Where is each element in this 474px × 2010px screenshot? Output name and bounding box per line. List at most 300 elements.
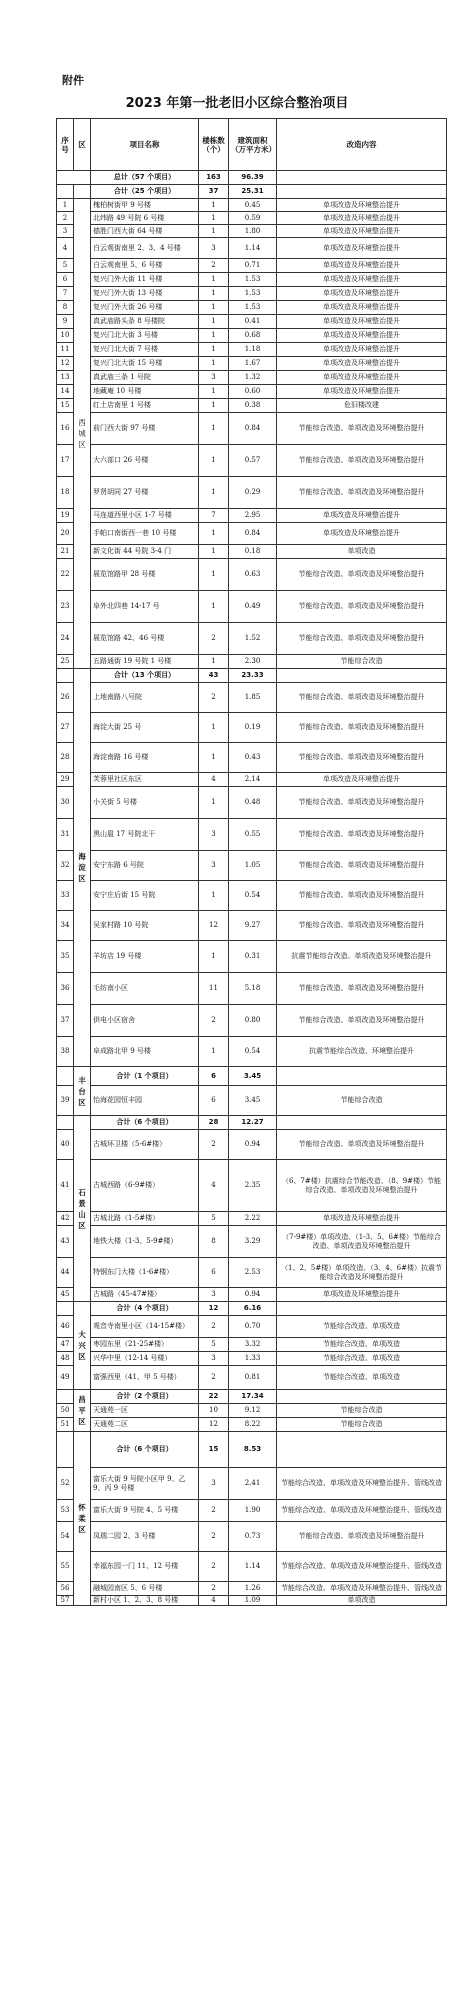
seq-cell: 2	[57, 212, 74, 225]
content-cell: 单项改造及环境整治提升	[277, 287, 447, 301]
project-name-cell: 合计（4 个项目）	[91, 1302, 199, 1316]
content-cell	[277, 1302, 447, 1316]
seq-cell: 9	[57, 315, 74, 329]
table-row	[57, 545, 447, 559]
buildings-cell: 1	[199, 591, 229, 623]
content-cell: 单项改造	[277, 545, 447, 559]
project-name-cell: 安宁东路 6 号院	[91, 851, 199, 881]
seq-cell: 52	[57, 1468, 74, 1500]
content-cell: 节能综合改造、单项改造及环境整治提升	[277, 623, 447, 655]
content-cell: 单项改造及环境整治提升	[277, 773, 447, 787]
seq-cell: 15	[57, 399, 74, 413]
area-cell: 0.19	[229, 713, 277, 743]
area-cell: 0.84	[229, 413, 277, 445]
area-cell: 0.18	[229, 545, 277, 559]
area-cell: 0.48	[229, 787, 277, 819]
area-cell: 1.26	[229, 1582, 277, 1596]
project-name-cell: 真武庙路头条 8 号楼院	[91, 315, 199, 329]
project-name-cell: 前门西大街 97 号楼	[91, 413, 199, 445]
project-name-cell: 合计（1 个项目）	[91, 1067, 199, 1086]
buildings-cell: 1	[199, 385, 229, 399]
project-name-cell: 融城园南区 5、6 号楼	[91, 1582, 199, 1596]
buildings-cell: 6	[199, 1258, 229, 1288]
header-content: 改造内容	[277, 119, 447, 171]
buildings-cell: 3	[199, 1468, 229, 1500]
buildings-cell: 3	[199, 371, 229, 385]
area-cell: 1.53	[229, 287, 277, 301]
buildings-cell: 2	[199, 683, 229, 713]
area-cell: 1.53	[229, 273, 277, 287]
table-row	[57, 743, 447, 773]
table-row	[57, 851, 447, 881]
content-cell: 节能综合改造、单项改造	[277, 1352, 447, 1366]
buildings-cell: 1	[199, 357, 229, 371]
content-cell: 单项改造及环境整治提升	[277, 238, 447, 259]
area-cell: 23.33	[229, 669, 277, 683]
seq-cell: 16	[57, 413, 74, 445]
area-cell: 2.95	[229, 509, 277, 523]
table-row	[57, 385, 447, 399]
seq-cell: 17	[57, 445, 74, 477]
content-cell: 节能综合改造、单项改造及环境整治提升	[277, 1522, 447, 1552]
seq-cell	[57, 1067, 74, 1086]
area-cell: 0.70	[229, 1316, 277, 1338]
table-row	[57, 1582, 447, 1596]
buildings-cell: 3	[199, 238, 229, 259]
buildings-cell: 6	[199, 1086, 229, 1116]
district-cell: 丰台区	[74, 1067, 91, 1116]
area-cell: 0.80	[229, 1005, 277, 1037]
table-row	[57, 212, 447, 225]
buildings-cell: 1	[199, 1037, 229, 1067]
area-cell: 1.14	[229, 1552, 277, 1582]
content-cell: 单项改造及环境整治提升	[277, 301, 447, 315]
buildings-cell: 1	[199, 523, 229, 545]
seq-cell: 45	[57, 1288, 74, 1302]
seq-cell	[57, 1390, 74, 1404]
content-cell: 节能综合改造、单项改造	[277, 1366, 447, 1390]
project-name-cell: 黑山扈 17 号院北干	[91, 819, 199, 851]
district-cell: 大兴区	[74, 1302, 91, 1390]
table-row	[57, 591, 447, 623]
table-row	[57, 713, 447, 743]
seq-cell: 25	[57, 655, 74, 669]
project-name-cell: 复兴门北大街 7 号楼	[91, 343, 199, 357]
project-name-cell: 合计（2 个项目）	[91, 1390, 199, 1404]
table-row	[57, 683, 447, 713]
area-cell: 5.18	[229, 973, 277, 1005]
project-name-cell: 吴家村路 10 号院	[91, 911, 199, 941]
project-name-cell: 展览馆路甲 28 号楼	[91, 559, 199, 591]
table-row	[57, 1288, 447, 1302]
buildings-cell: 2	[199, 1130, 229, 1160]
seq-cell: 57	[57, 1596, 74, 1606]
content-cell: 节能综合改造、单项改造及环境整治提升、管线改造	[277, 1552, 447, 1582]
subtotal-row	[57, 1116, 447, 1130]
project-name-cell: 五路通街 19 号院 1 号楼	[91, 655, 199, 669]
project-name-cell: 槐柏树街甲 9 号楼	[91, 199, 199, 212]
project-name-cell: 芙蓉里社区东区	[91, 773, 199, 787]
area-cell: 1.85	[229, 683, 277, 713]
content-cell: 节能综合改造、单项改造及环境整治提升	[277, 973, 447, 1005]
table-row	[57, 199, 447, 212]
seq-cell: 4	[57, 238, 74, 259]
project-name-cell: 复兴门外大街 26 号楼	[91, 301, 199, 315]
content-cell: 单项改造及环境整治提升	[277, 259, 447, 273]
content-cell: 单项改造及环境整治提升	[277, 385, 447, 399]
buildings-cell: 37	[199, 185, 229, 199]
area-cell: 6.16	[229, 1302, 277, 1316]
table-row	[57, 941, 447, 973]
seq-cell: 41	[57, 1160, 74, 1212]
area-cell: 1.52	[229, 623, 277, 655]
table-row	[57, 1352, 447, 1366]
buildings-cell: 1	[199, 787, 229, 819]
buildings-cell: 5	[199, 1212, 229, 1226]
seq-cell: 5	[57, 259, 74, 273]
table-row	[57, 523, 447, 545]
table-row	[57, 1316, 447, 1338]
content-cell: 抗震节能综合改造、单项改造及环境整治提升	[277, 941, 447, 973]
seq-cell: 22	[57, 559, 74, 591]
project-name-cell: 阜成路北甲 9 号楼	[91, 1037, 199, 1067]
content-cell: 单项改造及环境整治提升	[277, 509, 447, 523]
seq-cell: 49	[57, 1366, 74, 1390]
content-cell: 节能综合改造、单项改造及环境整治提升、管线改造	[277, 1468, 447, 1500]
buildings-cell: 28	[199, 1116, 229, 1130]
project-name-cell: 阜外北四巷 14-17 号	[91, 591, 199, 623]
project-name-cell: 手帕口南街西一巷 10 号楼	[91, 523, 199, 545]
buildings-cell: 1	[199, 545, 229, 559]
buildings-cell: 12	[199, 1418, 229, 1432]
area-cell: 0.31	[229, 941, 277, 973]
buildings-cell: 1	[199, 941, 229, 973]
content-cell: 抗震节能综合改造、环境整治提升	[277, 1037, 447, 1067]
project-name-cell: 地铁大楼（1-3、5-9#楼）	[91, 1226, 199, 1258]
district-cell: 石景山区	[74, 1116, 91, 1302]
project-name-cell: 海淀大街 25 号	[91, 713, 199, 743]
area-cell: 3.45	[229, 1067, 277, 1086]
area-cell: 17.34	[229, 1390, 277, 1404]
district-cell: 怀柔区	[74, 1432, 91, 1606]
project-name-cell: 合计（13 个项目）	[91, 669, 199, 683]
project-table	[56, 118, 447, 1606]
project-name-cell: 展览馆路 42、46 号楼	[91, 623, 199, 655]
buildings-cell: 1	[199, 273, 229, 287]
content-cell: 节能综合改造、单项改造	[277, 1316, 447, 1338]
project-name-cell: 合计（25 个项目）	[91, 185, 199, 199]
buildings-cell: 1	[199, 301, 229, 315]
area-cell: 0.71	[229, 259, 277, 273]
buildings-cell: 3	[199, 1288, 229, 1302]
table-row	[57, 911, 447, 941]
area-cell: 0.84	[229, 523, 277, 545]
buildings-cell: 5	[199, 1338, 229, 1352]
content-cell: 单项改造	[277, 1596, 447, 1606]
area-cell: 0.60	[229, 385, 277, 399]
content-cell: 节能综合改造	[277, 1418, 447, 1432]
total-row	[57, 171, 447, 185]
project-name-cell: 复兴门外大街 11 号楼	[91, 273, 199, 287]
seq-cell: 32	[57, 851, 74, 881]
content-cell: 单项改造及环境整治提升	[277, 371, 447, 385]
seq-cell	[57, 1302, 74, 1316]
project-name-cell: 上地南路八号院	[91, 683, 199, 713]
seq-cell: 1	[57, 199, 74, 212]
area-cell: 0.49	[229, 591, 277, 623]
seq-cell: 6	[57, 273, 74, 287]
buildings-cell: 4	[199, 1160, 229, 1212]
seq-cell: 28	[57, 743, 74, 773]
buildings-cell: 1	[199, 212, 229, 225]
buildings-cell: 1	[199, 743, 229, 773]
project-name-cell: 天通苑二区	[91, 1418, 199, 1432]
content-cell: 节能综合改造、单项改造及环境整治提升	[277, 881, 447, 911]
subtotal-row	[57, 1302, 447, 1316]
seq-cell: 11	[57, 343, 74, 357]
subtotal-row	[57, 1390, 447, 1404]
content-cell: 单项改造及环境整治提升	[277, 523, 447, 545]
content-cell	[277, 171, 447, 185]
project-name-cell: 罗贤胡同 27 号楼	[91, 477, 199, 509]
seq-cell: 42	[57, 1212, 74, 1226]
table-row	[57, 1468, 447, 1500]
seq-cell: 23	[57, 591, 74, 623]
seq-cell: 26	[57, 683, 74, 713]
project-name-cell: 古城西路（6-9#楼）	[91, 1160, 199, 1212]
project-name-cell: 毛纺南小区	[91, 973, 199, 1005]
seq-cell	[57, 185, 74, 199]
seq-cell: 3	[57, 225, 74, 238]
attachment-label: 附件	[62, 74, 84, 87]
seq-cell: 54	[57, 1522, 74, 1552]
area-cell: 1.05	[229, 851, 277, 881]
table-row	[57, 343, 447, 357]
content-cell: 节能综合改造、单项改造及环境整治提升	[277, 591, 447, 623]
project-name-cell: 北纬路 49 号院 6 号楼	[91, 212, 199, 225]
seq-cell	[57, 1116, 74, 1130]
seq-cell	[57, 669, 74, 683]
buildings-cell: 2	[199, 1522, 229, 1552]
seq-cell: 55	[57, 1552, 74, 1582]
project-name-cell: 合计（6 个项目）	[91, 1116, 199, 1130]
content-cell: 节能综合改造、单项改造及环境整治提升	[277, 559, 447, 591]
area-cell: 2.14	[229, 773, 277, 787]
area-cell: 1.33	[229, 1352, 277, 1366]
content-cell: （1、2、5#楼）单项改造、（3、4、6#楼）抗震节能综合改造及环境整治提升	[277, 1258, 447, 1288]
subtotal-row	[57, 185, 447, 199]
buildings-cell: 6	[199, 1067, 229, 1086]
area-cell: 8.53	[229, 1432, 277, 1468]
area-cell: 0.73	[229, 1522, 277, 1552]
seq-cell: 27	[57, 713, 74, 743]
area-cell: 3.32	[229, 1338, 277, 1352]
buildings-cell: 2	[199, 259, 229, 273]
project-name-cell: 供电小区宿舍	[91, 1005, 199, 1037]
project-name-cell: 枣园东里（21-25#楼）	[91, 1338, 199, 1352]
content-cell: 节能综合改造、单项改造及环境整治提升	[277, 713, 447, 743]
table-row	[57, 973, 447, 1005]
buildings-cell: 1	[199, 655, 229, 669]
buildings-cell: 43	[199, 669, 229, 683]
table-row	[57, 1338, 447, 1352]
buildings-cell: 2	[199, 1500, 229, 1522]
buildings-cell: 10	[199, 1404, 229, 1418]
content-cell: 单项改造及环境整治提升	[277, 1288, 447, 1302]
header-district: 区	[74, 119, 91, 171]
content-cell: 节能综合改造、单项改造及环境整治提升	[277, 683, 447, 713]
table-row	[57, 445, 447, 477]
content-cell	[277, 1432, 447, 1468]
buildings-cell: 4	[199, 773, 229, 787]
area-cell: 2.53	[229, 1258, 277, 1288]
table-row	[57, 259, 447, 273]
buildings-cell: 1	[199, 881, 229, 911]
area-cell: 0.94	[229, 1130, 277, 1160]
project-name-cell: 白云观街南里 2、3、4 号楼	[91, 238, 199, 259]
empty-cell	[57, 171, 91, 185]
table-row	[57, 1418, 447, 1432]
area-cell: 0.63	[229, 559, 277, 591]
seq-cell: 10	[57, 329, 74, 343]
table-row	[57, 399, 447, 413]
project-name-cell: 大六部口 26 号楼	[91, 445, 199, 477]
seq-cell: 36	[57, 973, 74, 1005]
table-row	[57, 1130, 447, 1160]
content-cell: 节能综合改造	[277, 655, 447, 669]
seq-cell: 34	[57, 911, 74, 941]
project-name-cell: 红土店南里 1 号楼	[91, 399, 199, 413]
content-cell: 单项改造及环境整治提升	[277, 343, 447, 357]
buildings-cell: 2	[199, 1552, 229, 1582]
project-name-cell: 德胜门西大街 64 号楼	[91, 225, 199, 238]
buildings-cell: 1	[199, 445, 229, 477]
buildings-cell: 2	[199, 1316, 229, 1338]
project-name-cell: 地藏庵 10 号楼	[91, 385, 199, 399]
district-cell: 西城区	[74, 199, 91, 669]
table-row	[57, 1160, 447, 1212]
project-name-cell: 富强西里（41、甲 5 号楼）	[91, 1366, 199, 1390]
project-name-cell: 白云观南里 5、6 号楼	[91, 259, 199, 273]
seq-cell: 51	[57, 1418, 74, 1432]
project-name-cell: 马连道西里小区 1-7 号楼	[91, 509, 199, 523]
table-row	[57, 1366, 447, 1390]
seq-cell: 46	[57, 1316, 74, 1338]
district-cell: 海淀区	[74, 669, 91, 1067]
area-cell: 0.57	[229, 445, 277, 477]
content-cell: 节能综合改造、单项改造及环境整治提升、管线改造	[277, 1582, 447, 1596]
project-name-cell: 幸福东园一门 11、12 号楼	[91, 1552, 199, 1582]
area-cell: 1.09	[229, 1596, 277, 1606]
content-cell: （6、7#楼）抗震综合节能改造、（8、9#楼）节能综合改造、单项改造及环境整治提升	[277, 1160, 447, 1212]
seq-cell: 47	[57, 1338, 74, 1352]
content-cell: 单项改造及环境整治提升	[277, 357, 447, 371]
area-cell: 1.67	[229, 357, 277, 371]
seq-cell: 20	[57, 523, 74, 545]
project-name-cell: 新文化街 44 号院 3-4 门	[91, 545, 199, 559]
area-cell: 0.59	[229, 212, 277, 225]
table-row	[57, 623, 447, 655]
seq-cell: 8	[57, 301, 74, 315]
table-row	[57, 1596, 447, 1606]
content-cell: 节能综合改造	[277, 1404, 447, 1418]
table-row	[57, 357, 447, 371]
project-name-cell: 总计（57 个项目）	[91, 171, 199, 185]
area-cell: 3.45	[229, 1086, 277, 1116]
content-cell: 节能综合改造、单项改造及环境整治提升	[277, 743, 447, 773]
table-row	[57, 238, 447, 259]
buildings-cell: 3	[199, 819, 229, 851]
table-row	[57, 1226, 447, 1258]
seq-cell: 30	[57, 787, 74, 819]
header-project-name: 项目名称	[91, 119, 199, 171]
area-cell: 0.45	[229, 199, 277, 212]
buildings-cell: 22	[199, 1390, 229, 1404]
table-row	[57, 787, 447, 819]
table-row	[57, 477, 447, 509]
seq-cell: 38	[57, 1037, 74, 1067]
buildings-cell: 7	[199, 509, 229, 523]
content-cell: 单项改造及环境整治提升	[277, 315, 447, 329]
table-row	[57, 773, 447, 787]
table-row	[57, 1037, 447, 1067]
project-name-cell: 古城北路（1-5#楼）	[91, 1212, 199, 1226]
content-cell: 单项改造及环境整治提升	[277, 199, 447, 212]
table-row	[57, 301, 447, 315]
table-row	[57, 371, 447, 385]
district-cell: 昌平区	[74, 1390, 91, 1432]
content-cell: 危旧楼改建	[277, 399, 447, 413]
table-row	[57, 1404, 447, 1418]
content-cell: 单项改造及环境整治提升	[277, 329, 447, 343]
table-row	[57, 1522, 447, 1552]
buildings-cell: 163	[199, 171, 229, 185]
area-cell: 1.32	[229, 371, 277, 385]
buildings-cell: 4	[199, 1596, 229, 1606]
area-cell: 1.53	[229, 301, 277, 315]
seq-cell: 35	[57, 941, 74, 973]
content-cell: 节能综合改造、单项改造及环境整治提升	[277, 1130, 447, 1160]
buildings-cell: 1	[199, 343, 229, 357]
subtotal-row	[57, 1067, 447, 1086]
buildings-cell: 1	[199, 477, 229, 509]
area-cell: 1.18	[229, 343, 277, 357]
seq-cell: 29	[57, 773, 74, 787]
table-row	[57, 1086, 447, 1116]
seq-cell: 24	[57, 623, 74, 655]
district-cell	[74, 185, 91, 199]
seq-cell: 31	[57, 819, 74, 851]
area-cell: 0.41	[229, 315, 277, 329]
area-cell: 0.38	[229, 399, 277, 413]
seq-cell: 48	[57, 1352, 74, 1366]
project-name-cell: 安宁庄后街 15 号院	[91, 881, 199, 911]
seq-cell: 33	[57, 881, 74, 911]
area-cell: 2.22	[229, 1212, 277, 1226]
buildings-cell: 12	[199, 1302, 229, 1316]
project-name-cell: 兴华中里（12-14 号楼）	[91, 1352, 199, 1366]
buildings-cell: 1	[199, 329, 229, 343]
content-cell: 节能综合改造、单项改造及环境整治提升	[277, 413, 447, 445]
project-name-cell: 复兴门外大街 13 号楼	[91, 287, 199, 301]
buildings-cell: 1	[199, 315, 229, 329]
content-cell	[277, 669, 447, 683]
project-name-cell: 特钢东门大楼（1-6#楼）	[91, 1258, 199, 1288]
buildings-cell: 1	[199, 399, 229, 413]
table-row	[57, 329, 447, 343]
table-row	[57, 315, 447, 329]
area-cell: 1.80	[229, 225, 277, 238]
